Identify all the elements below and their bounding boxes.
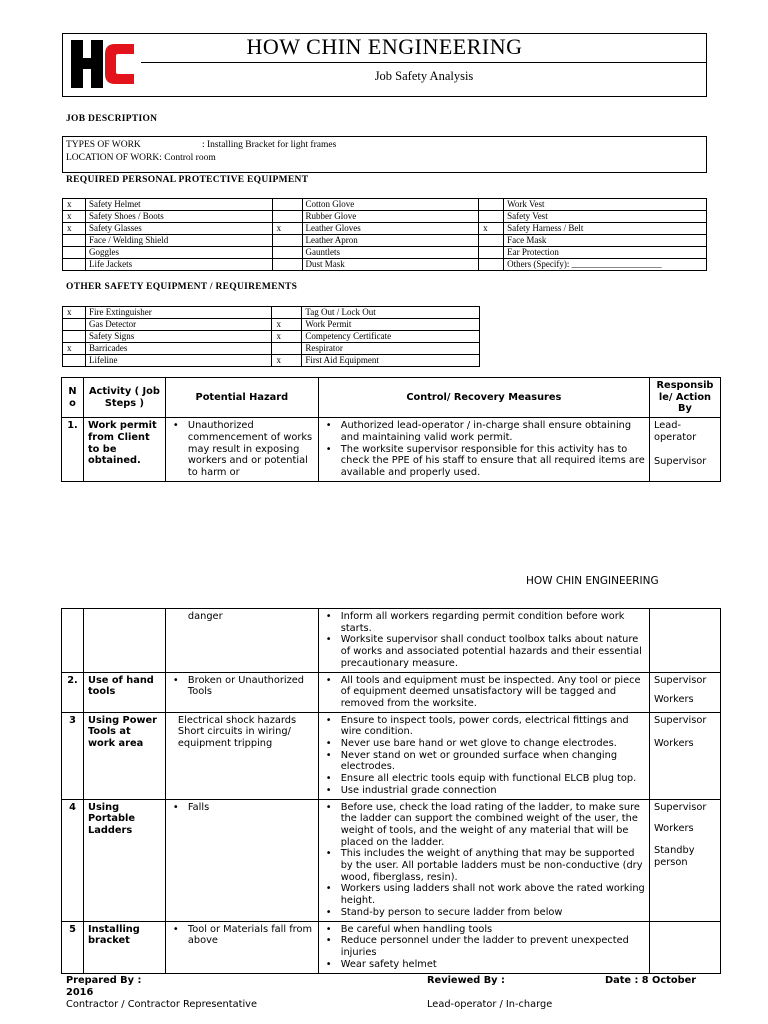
other-item: Gas Detector bbox=[85, 319, 271, 331]
jsa-table-page1 bbox=[61, 377, 721, 482]
ppe-mark bbox=[479, 211, 504, 223]
table-row bbox=[62, 672, 721, 712]
ppe-table bbox=[62, 198, 707, 271]
other-mark: x bbox=[272, 331, 302, 343]
hazard-item: Electrical shock hazards bbox=[177, 714, 297, 726]
ppe-mark bbox=[479, 235, 504, 247]
step-number: 3 bbox=[62, 712, 84, 799]
col-header-hazard: Potential Hazard bbox=[165, 378, 318, 418]
step-responsible-cell bbox=[650, 712, 721, 799]
ppe-item: Safety Helmet bbox=[85, 199, 272, 211]
control-item: • Never stand on wet or grounded surface when changing electrodes. bbox=[323, 750, 645, 773]
location-of-work-value: Control room bbox=[161, 153, 216, 163]
step-control-cell bbox=[318, 609, 649, 673]
hazard-item: • Unauthorized commencement of works may result in exposing workers and or potential to harm or bbox=[170, 420, 314, 479]
location-of-work-row bbox=[66, 152, 703, 165]
ppe-row bbox=[63, 223, 707, 235]
other-mark bbox=[272, 307, 302, 319]
other-row bbox=[63, 331, 480, 343]
ppe-item: Safety Glasses bbox=[85, 223, 272, 235]
other-item: Tag Out / Lock Out bbox=[302, 307, 480, 319]
step-control-cell bbox=[318, 799, 649, 921]
responsible-item: Lead-operator bbox=[653, 420, 697, 443]
other-mark bbox=[272, 343, 302, 355]
step-hazard-cell bbox=[165, 921, 318, 973]
responsible-item: Workers bbox=[654, 694, 694, 706]
ppe-mark: x bbox=[479, 223, 504, 235]
responsible-item: Supervisor bbox=[654, 801, 707, 813]
control-item: • Authorized lead-operator / in-charge shall ensure obtaining and maintaining valid work permit. bbox=[323, 420, 645, 443]
col-header-no: N o bbox=[62, 378, 84, 418]
job-description-box bbox=[62, 136, 707, 173]
step-number: 1. bbox=[62, 418, 84, 482]
other-row bbox=[63, 319, 480, 331]
ppe-item: Leather Gloves bbox=[302, 223, 479, 235]
ppe-mark bbox=[63, 259, 86, 271]
responsible-item: Standby person bbox=[654, 844, 695, 868]
other-mark bbox=[63, 355, 86, 367]
step-hazard-cell bbox=[165, 712, 318, 799]
control-item: • Ensure all electric tools equip with functional ELCB plug top. bbox=[323, 773, 645, 785]
ppe-item: Safety Vest bbox=[504, 211, 707, 223]
step-responsible-cell bbox=[650, 799, 721, 921]
step-responsible-cell bbox=[650, 672, 721, 712]
responsible-item: Supervisor bbox=[653, 455, 707, 467]
types-of-work-label: TYPES OF WORK bbox=[66, 140, 141, 150]
control-item: • Use industrial grade connection bbox=[323, 785, 645, 797]
hazard-item: • Tool or Materials fall from above bbox=[170, 924, 314, 947]
step-activity: Installing bracket bbox=[83, 921, 165, 973]
header-divider bbox=[141, 62, 707, 63]
step-activity: Using Power Tools at work area bbox=[83, 712, 165, 799]
ppe-mark: x bbox=[272, 223, 302, 235]
ppe-heading: REQUIRED PERSONAL PROTECTIVE EQUIPMENT bbox=[66, 175, 309, 185]
other-row bbox=[63, 307, 480, 319]
step-hazard-cell bbox=[165, 672, 318, 712]
other-item: Lifeline bbox=[85, 355, 271, 367]
control-item: • Before use, check the load rating of the ladder, to make sure the ladder can support the combined weight of the user, the weight of tools, and the weight of any material that will be placed on the ladder. bbox=[323, 802, 645, 849]
ppe-item: Ear Protection bbox=[504, 247, 707, 259]
ppe-mark: x bbox=[63, 223, 86, 235]
ppe-item: Face Mask bbox=[504, 235, 707, 247]
other-item: Safety Signs bbox=[85, 331, 271, 343]
other-mark: x bbox=[272, 319, 302, 331]
table-row bbox=[62, 799, 721, 921]
ppe-mark bbox=[272, 199, 302, 211]
step-responsible-cell bbox=[649, 418, 720, 482]
other-equipment-table bbox=[62, 306, 480, 367]
ppe-item: Goggles bbox=[85, 247, 272, 259]
table-row bbox=[62, 609, 721, 673]
other-item: Barricades bbox=[85, 343, 271, 355]
reviewed-by-role: Lead-operator / In-charge bbox=[427, 999, 553, 1010]
prepared-year: 2016 bbox=[66, 987, 94, 998]
hazard-item: • Falls bbox=[170, 802, 314, 814]
control-item: • The worksite supervisor responsible for this activity has to check the PPE of his staff to ensure that all required items are available and properly used. bbox=[323, 444, 645, 479]
other-equipment-heading: OTHER SAFETY EQUIPMENT / REQUIREMENTS bbox=[66, 282, 298, 292]
ppe-item: Rubber Glove bbox=[302, 211, 479, 223]
hazard-item: Short circuits in wiring/ equipment tripping bbox=[177, 726, 291, 750]
step-number: 2. bbox=[62, 672, 84, 712]
ppe-item: Safety Shoes / Boots bbox=[85, 211, 272, 223]
prepared-by-label: Prepared By : bbox=[66, 975, 142, 986]
ppe-mark bbox=[63, 247, 86, 259]
col-header-control: Control/ Recovery Measures bbox=[318, 378, 649, 418]
other-item: Competency Certificate bbox=[302, 331, 480, 343]
control-item: • Reduce personnel under the ladder to prevent unexpected injuries bbox=[323, 935, 645, 958]
step-control-cell bbox=[318, 672, 649, 712]
ppe-row bbox=[63, 247, 707, 259]
ppe-item: Leather Apron bbox=[302, 235, 479, 247]
responsible-item: Supervisor bbox=[654, 714, 707, 726]
other-row bbox=[63, 355, 480, 367]
ppe-mark bbox=[272, 235, 302, 247]
running-header: HOW CHIN ENGINEERING bbox=[526, 575, 659, 587]
step-activity: Use of hand tools bbox=[83, 672, 165, 712]
control-item: • Be careful when handling tools bbox=[323, 924, 645, 936]
prepared-by-role: Contractor / Contractor Representative bbox=[66, 999, 258, 1010]
step-control-cell bbox=[318, 418, 649, 482]
ppe-item: Dust Mask bbox=[302, 259, 479, 271]
control-item: • This includes the weight of anything that may be supported by the user. All portable ladders must be non-conductive (dry wood, fiberglass, resin). bbox=[323, 848, 645, 883]
ppe-mark bbox=[479, 247, 504, 259]
ppe-mark bbox=[479, 259, 504, 271]
control-item: • Worksite supervisor shall conduct toolbox talks about nature of works and associated potential hazards and their essential precautionary measure. bbox=[323, 634, 645, 669]
responsible-item: Supervisor bbox=[654, 674, 707, 686]
col-header-activity: Activity ( Job Steps ) bbox=[83, 378, 165, 418]
hazard-item: • Broken or Unauthorized Tools bbox=[170, 675, 314, 698]
ppe-item: Cotton Glove bbox=[302, 199, 479, 211]
other-item: First Aid Equipment bbox=[302, 355, 480, 367]
ppe-item: Work Vest bbox=[504, 199, 707, 211]
control-item: • Workers using ladders shall not work above the rated working height. bbox=[323, 883, 645, 906]
control-item: • Stand-by person to secure ladder from below bbox=[323, 907, 645, 919]
ppe-item: Gauntlets bbox=[302, 247, 479, 259]
ppe-item: Others (Specify): ____________________ bbox=[504, 259, 707, 271]
company-name: HOW CHIN ENGINEERING bbox=[246, 34, 523, 59]
reviewed-by-label: Reviewed By : bbox=[427, 975, 505, 986]
ppe-mark bbox=[272, 247, 302, 259]
table-row bbox=[62, 921, 721, 973]
ppe-row bbox=[63, 235, 707, 247]
types-of-work-row bbox=[66, 139, 703, 152]
control-item: • Inform all workers regarding permit condition before work starts. bbox=[323, 611, 645, 634]
ppe-mark bbox=[272, 259, 302, 271]
jsa-header-row bbox=[62, 378, 721, 418]
types-of-work-value: : Installing Bracket for light frames bbox=[202, 140, 337, 150]
step-number: 5 bbox=[62, 921, 84, 973]
ppe-row bbox=[63, 199, 707, 211]
other-item: Work Permit bbox=[302, 319, 480, 331]
document-title: Job Safety Analysis bbox=[374, 69, 474, 83]
control-item: • Never use bare hand or wet glove to change electrodes. bbox=[323, 738, 645, 750]
ppe-mark bbox=[63, 235, 86, 247]
table-row bbox=[62, 418, 721, 482]
ppe-mark bbox=[272, 211, 302, 223]
step-control-cell bbox=[318, 712, 649, 799]
other-row bbox=[63, 343, 480, 355]
hazard-continued: danger bbox=[165, 609, 318, 673]
ppe-item: Life Jackets bbox=[85, 259, 272, 271]
control-item: • Ensure to inspect tools, power cords, electrical fittings and wire condition. bbox=[323, 715, 645, 738]
other-mark: x bbox=[63, 343, 86, 355]
responsible-item: Workers bbox=[654, 738, 694, 750]
jsa-table-page2 bbox=[61, 608, 721, 974]
ppe-mark bbox=[479, 199, 504, 211]
job-description-heading: JOB DESCRIPTION bbox=[66, 114, 158, 124]
other-mark bbox=[63, 331, 86, 343]
responsible-item: Workers bbox=[654, 823, 694, 835]
step-hazard-cell bbox=[165, 418, 318, 482]
date-label: Date : 8 October bbox=[605, 975, 697, 986]
col-header-responsible: Responsib le/ Action By bbox=[649, 378, 720, 418]
ppe-item: Face / Welding Shield bbox=[85, 235, 272, 247]
control-item: • All tools and equipment must be inspected. Any tool or piece of equipment deemed unsatisfactory will be tagged and removed from the worksite. bbox=[323, 675, 645, 710]
step-activity: Work permit from Client to be obtained. bbox=[83, 418, 165, 482]
control-item: • Wear safety helmet bbox=[323, 959, 645, 971]
ppe-item: Safety Harness / Belt bbox=[504, 223, 707, 235]
ppe-row bbox=[63, 211, 707, 223]
other-item: Fire Extinguisher bbox=[85, 307, 271, 319]
other-mark: x bbox=[272, 355, 302, 367]
other-mark bbox=[63, 319, 86, 331]
table-row bbox=[62, 712, 721, 799]
step-number: 4 bbox=[62, 799, 84, 921]
ppe-row bbox=[63, 259, 707, 271]
step-control-cell bbox=[318, 921, 649, 973]
other-mark: x bbox=[63, 307, 86, 319]
other-item: Respirator bbox=[302, 343, 480, 355]
ppe-mark: x bbox=[63, 211, 86, 223]
step-activity: Using Portable Ladders bbox=[83, 799, 165, 921]
step-hazard-cell bbox=[165, 799, 318, 921]
ppe-mark: x bbox=[63, 199, 86, 211]
location-of-work-label: LOCATION OF WORK: bbox=[66, 153, 162, 163]
